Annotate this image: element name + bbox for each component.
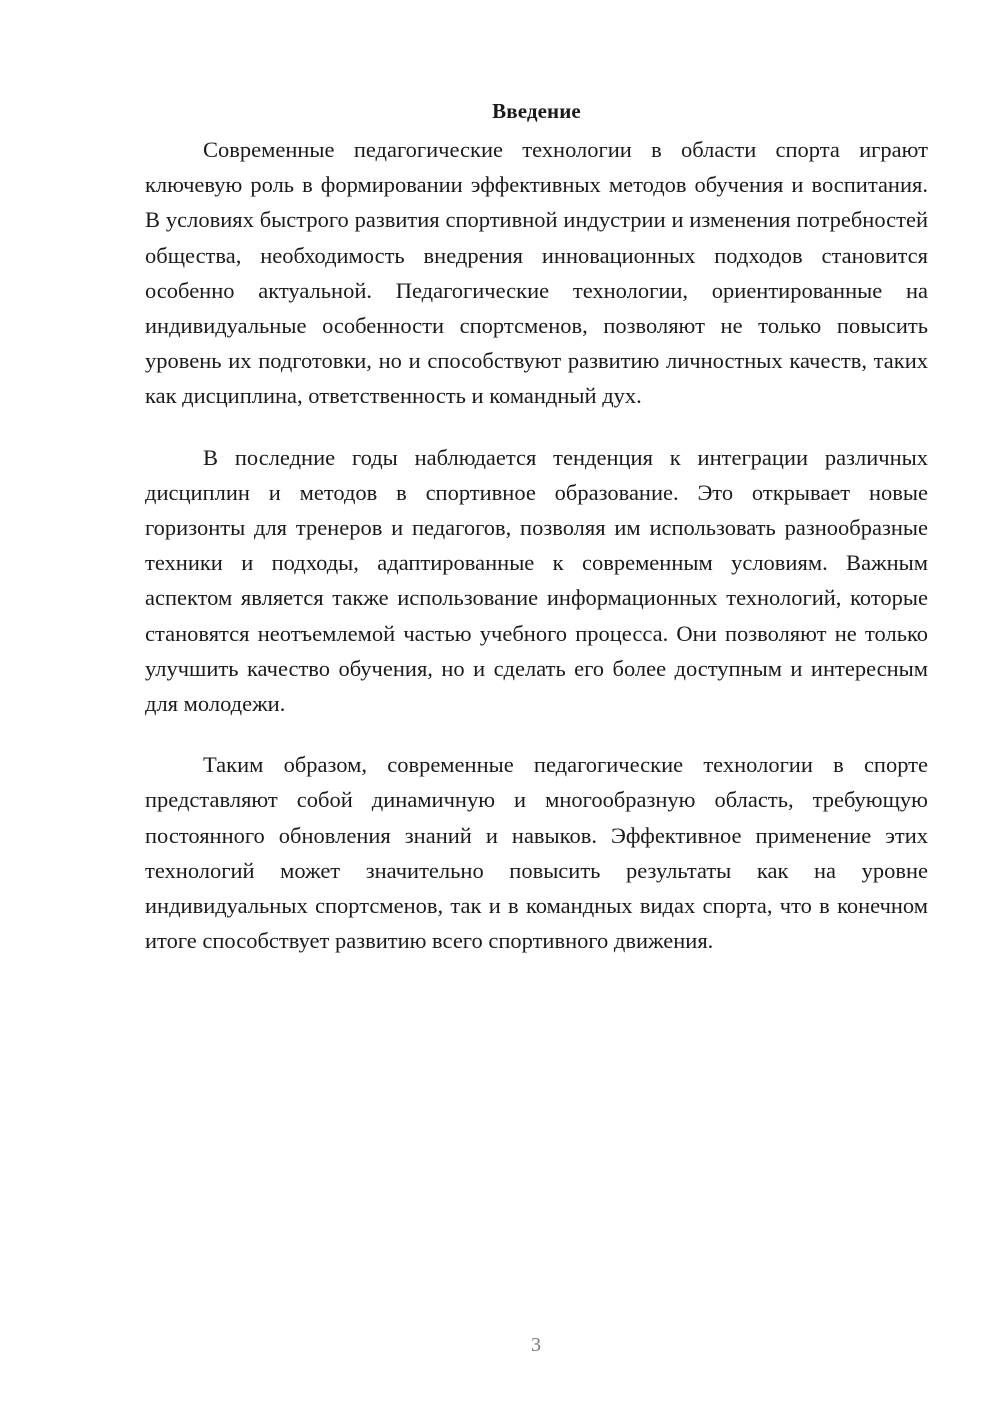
page-content [145,96,928,984]
paragraph-2: В последние годы наблюдается тенденция к интеграции различных дисциплин и методов в спортивное образование. Это открывает новые горизонты для тренеров и педагогов, позволяя им использовать разнообразные техники и подходы, адаптированные к современным условиям. Важным аспектом является также использование информационных технологий, которые становятся неотъемлемой частью учебного процесса. Они позволяют не только улучшить качество обучения, но и сделать его более доступным и интересным для молодежи. [145,444,928,717]
page-number: 3 [531,1334,541,1356]
paragraph-1: Современные педагогические технологии в области спорта играют ключевую роль в формировании эффективных методов обучения и воспитания. В условиях быстрого развития спортивной индустрии и изменения потребностей общества, необходимость внедрения инновационных подходов становится особенно актуальной. Педагогические технологии, ориентированные на индивидуальные особенности спортсменов, позволяют не только повысить уровень их подготовки, но и способствуют развитию личностных качеств, таких как дисциплина, ответственность и командный дух. [145,137,928,409]
paragraph-3: Таким образом, современные педагогические технологии в спорте представляют собой динамичную и многообразную область, требующую постоянного обновления знаний и навыков. Эффективное применение этих технологий может значительно повысить результаты как на уровне индивидуальных спортсменов, так и в командных видах спорта, что в конечном итоге способствует развитию всего спортивного движения. [145,752,928,954]
section-title: Введение [492,99,581,123]
